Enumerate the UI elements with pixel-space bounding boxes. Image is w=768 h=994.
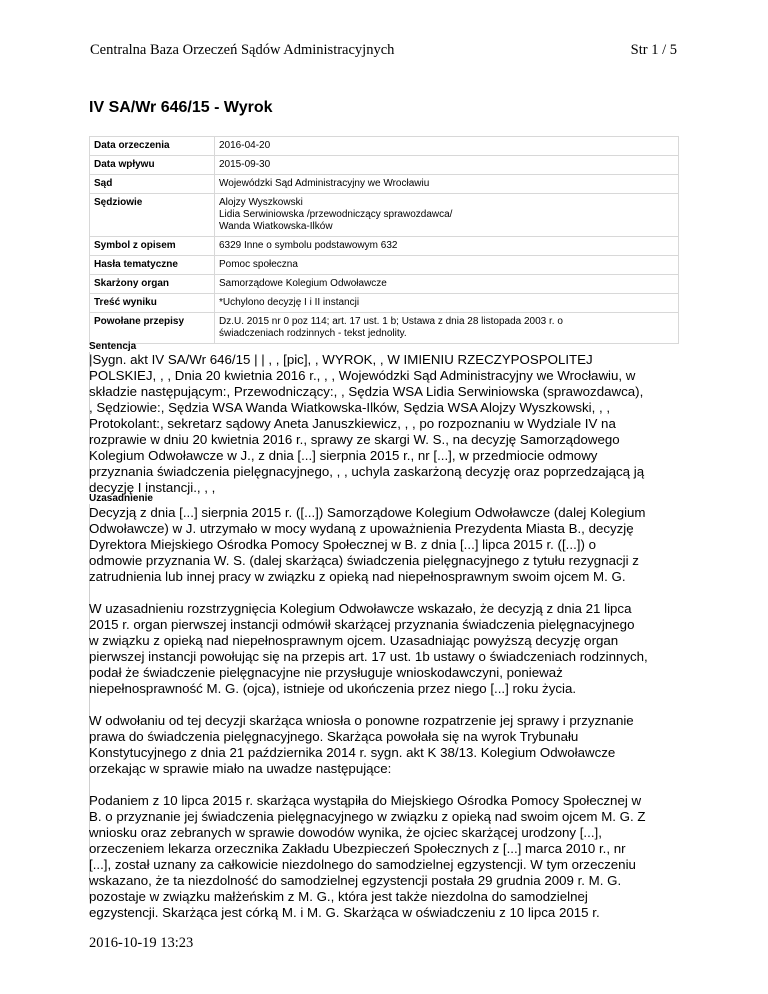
- uzasadnienie-line: B. o przyznanie jej świadczenia pielęgnacyjnego w związku z opieką nad swoim ojcem M. G. Z: [89, 809, 646, 824]
- uzasadnienie-line: pierwszej instancji powołując się na przepis art. 17 ust. 1b ustawy o świadczeniach rodzinnych,: [89, 649, 648, 664]
- metadata-row: [90, 137, 679, 156]
- uzasadnienie-line: Odwoławcze) w J. utrzymało w mocy wydaną z upoważnienia Prezydenta Miasta B., decyzję: [89, 521, 634, 536]
- metadata-value-line: Alojzy Wyszkowski: [219, 197, 303, 208]
- metadata-label: Sąd: [90, 175, 215, 194]
- page-number: Str 1 / 5: [630, 42, 677, 58]
- uzasadnienie-text: [89, 505, 701, 937]
- uzasadnienie-line: Dyrektora Miejskiego Ośrodka Pomocy Społecznej w B. z dnia [...] lipca 2015 r. ([...]) o: [89, 537, 596, 552]
- metadata-value-line: Wojewódzki Sąd Administracyjny we Wrocławiu: [219, 178, 430, 189]
- metadata-value: [215, 294, 679, 313]
- metadata-label: Symbol z opisem: [90, 237, 215, 256]
- metadata-value: [215, 194, 679, 237]
- metadata-value-line: 6329 Inne o symbolu podstawowym 632: [219, 240, 398, 251]
- uzasadnienie-line: odmowie przyznania W. S. (dalej skarżąca) świadczenia pielęgnacyjnego z tytułu rezygnacji z: [89, 553, 639, 568]
- metadata-row: [90, 256, 679, 275]
- metadata-value-line: Samorządowe Kolegium Odwoławcze: [219, 278, 387, 289]
- sentencja-line: składzie następującym:, Przewodniczący:, , Sędzia WSA Lidia Serwiniowska (sprawozdawca),: [89, 384, 644, 399]
- uzasadnienie-paragraph: [89, 793, 701, 921]
- uzasadnienie-line: Decyzją z dnia [...] sierpnia 2015 r. ([...]) Samorządowe Kolegium Odwoławcze (dalej Kolegium: [89, 505, 646, 520]
- metadata-label: Data orzeczenia: [90, 137, 215, 156]
- uzasadnienie-line: orzekając w sprawie miało na uwadze następujące:: [89, 761, 392, 776]
- document-title: IV SA/Wr 646/15 - Wyrok: [89, 99, 273, 116]
- metadata-table: [89, 136, 679, 344]
- sentencja-label: Sentencja: [89, 341, 137, 352]
- uzasadnienie-line: orzeczeniem lekarza orzecznika Zakładu Ubezpieczeń Społecznych z [...] marca 2010 r., nr: [89, 841, 626, 856]
- metadata-row: [90, 294, 679, 313]
- metadata-value-line: świadczeniach rodzinnych - tekst jednolity.: [219, 328, 407, 339]
- sentencja-line: |Sygn. akt IV SA/Wr 646/15 | | , , [pic], , WYROK, , W IMIENIU RZECZYPOSPOLITEJ: [89, 352, 593, 367]
- uzasadnienie-line: zatrudnienia lub innej pracy w związku z opieką nad niepełnosprawnym swoim ojcem M. G.: [89, 569, 626, 584]
- uzasadnienie-line: W uzasadnieniu rozstrzygnięcia Kolegium Odwoławcze wskazało, że decyzją z dnia 21 lipca: [89, 601, 632, 616]
- uzasadnienie-line: w związku z opieką nad niepełnosprawnym ojcem. Uzasadniając powyższą decyzję organ: [89, 633, 619, 648]
- metadata-value: [215, 313, 679, 344]
- metadata-label: Hasła tematyczne: [90, 256, 215, 275]
- uzasadnienie-line: [...], został uznany za całkowicie niezdolnego do samodzielnej egzystencji. W tym orzeczeniu: [89, 857, 636, 872]
- metadata-value-line: Lidia Serwiniowska /przewodniczący sprawozdawca/: [219, 209, 453, 220]
- uzasadnienie-line: podał że świadczenie pielęgnacyjne nie przysługuje wnioskodawczyni, ponieważ: [89, 665, 563, 680]
- uzasadnienie-line: 2015 r. organ pierwszej instancji odmówił skarżącej przyznania świadczenia pielęgnacyjnego: [89, 617, 635, 632]
- sentencja-line: decyzję I instancji., , ,: [89, 480, 216, 495]
- metadata-label: Treść wyniku: [90, 294, 215, 313]
- uzasadnienie-line: niepełnosprawność M. G. (ojca), istnieje od ukończenia przez niego [...] roku życia.: [89, 681, 577, 696]
- metadata-row: [90, 237, 679, 256]
- uzasadnienie-line: Konstytucyjnego z dnia 21 października 2014 r. sygn. akt K 38/13. Kolegium Odwoławcze: [89, 745, 616, 760]
- sentencja-line: Kolegium Odwoławcze w J., z dnia [...] sierpnia 2015 r., nr [...], w przedmiocie odmowy: [89, 448, 598, 463]
- metadata-value: [215, 137, 679, 156]
- uzasadnienie-line: wskazano, że ta niezdolność do samodzielnej egzystencji postała 29 grudnia 2009 r. M. G.: [89, 873, 622, 888]
- uzasadnienie-paragraph: [89, 713, 701, 777]
- uzasadnienie-line: pozostaje w związku małżeńskim z M. G., która jest także niezdolna do samodzielnej: [89, 889, 588, 904]
- uzasadnienie-line: Podaniem z 10 lipca 2015 r. skarżąca wystąpiła do Miejskiego Ośrodka Pomocy Społecznej w: [89, 793, 642, 808]
- metadata-value-line: Wanda Wiatkowska-Ilków: [219, 221, 333, 232]
- metadata-value: [215, 237, 679, 256]
- sentencja-line: , Sędziowie:, Sędzia WSA Wanda Wiatkowska-Ilków, Sędzia WSA Alojzy Wyszkowski, , ,: [89, 400, 611, 415]
- metadata-value-line: 2016-04-20: [219, 140, 271, 151]
- metadata-row: [90, 313, 679, 344]
- metadata-row: [90, 275, 679, 294]
- metadata-label: Sędziowie: [90, 194, 215, 237]
- sentencja-text: [89, 352, 701, 496]
- metadata-value: [215, 156, 679, 175]
- metadata-value-line: *Uchylono decyzję I i II instancji: [219, 297, 360, 308]
- uzasadnienie-label: Uzasadnienie: [89, 493, 153, 504]
- page-header-title: Centralna Baza Orzeczeń Sądów Administracyjnych: [90, 42, 395, 58]
- metadata-row: [90, 175, 679, 194]
- metadata-value: [215, 256, 679, 275]
- sentencja-line: rozprawie w dniu 20 kwietnia 2016 r., sprawy ze skargi W. S., na decyzję Samorządowego: [89, 432, 620, 447]
- metadata-label: Skarżony organ: [90, 275, 215, 294]
- metadata-row: [90, 156, 679, 175]
- metadata-value-line: Dz.U. 2015 nr 0 poz 114; art. 17 ust. 1 b; Ustawa z dnia 28 listopada 2003 r. o: [219, 316, 563, 327]
- sentencja-line: POLSKIEJ, , , Dnia 20 kwietnia 2016 r., , , Wojewódzki Sąd Administracyjny we Wrocławiu, w: [89, 368, 636, 383]
- metadata-label: Powołane przepisy: [90, 313, 215, 344]
- uzasadnienie-paragraph: [89, 505, 701, 585]
- metadata-value: [215, 275, 679, 294]
- print-timestamp: 2016-10-19 13:23: [89, 935, 194, 951]
- metadata-label: Data wpływu: [90, 156, 215, 175]
- uzasadnienie-line: W odwołaniu od tej decyzji skarżąca wniosła o ponowne rozpatrzenie jej sprawy i przyznanie: [89, 713, 634, 728]
- uzasadnienie-line: wniosku oraz zebranych w sprawie dowodów wynika, że ojciec skarżącej urodzony [...],: [89, 825, 602, 840]
- uzasadnienie-paragraph: [89, 601, 701, 697]
- sentencja-line: Protokolant:, sekretarz sądowy Aneta Januszkiewicz, , , po rozpoznaniu w Wydziale IV na: [89, 416, 616, 431]
- uzasadnienie-line: prawa do świadczenia pielęgnacyjnego. Skarżąca powołała się na wyrok Trybunału: [89, 729, 579, 744]
- metadata-value-line: Pomoc społeczna: [219, 259, 298, 270]
- metadata-row: [90, 194, 679, 237]
- uzasadnienie-line: egzystencji. Skarżąca jest córką M. i M. G. Skarżąca w oświadczeniu z 10 lipca 2015 r.: [89, 905, 600, 920]
- metadata-value: [215, 175, 679, 194]
- metadata-value-line: 2015-09-30: [219, 159, 271, 170]
- sentencja-line: przyznania świadczenia pielęgnacyjnego, , , uchyla zaskarżoną decyzję oraz poprzedzającą ją: [89, 464, 645, 479]
